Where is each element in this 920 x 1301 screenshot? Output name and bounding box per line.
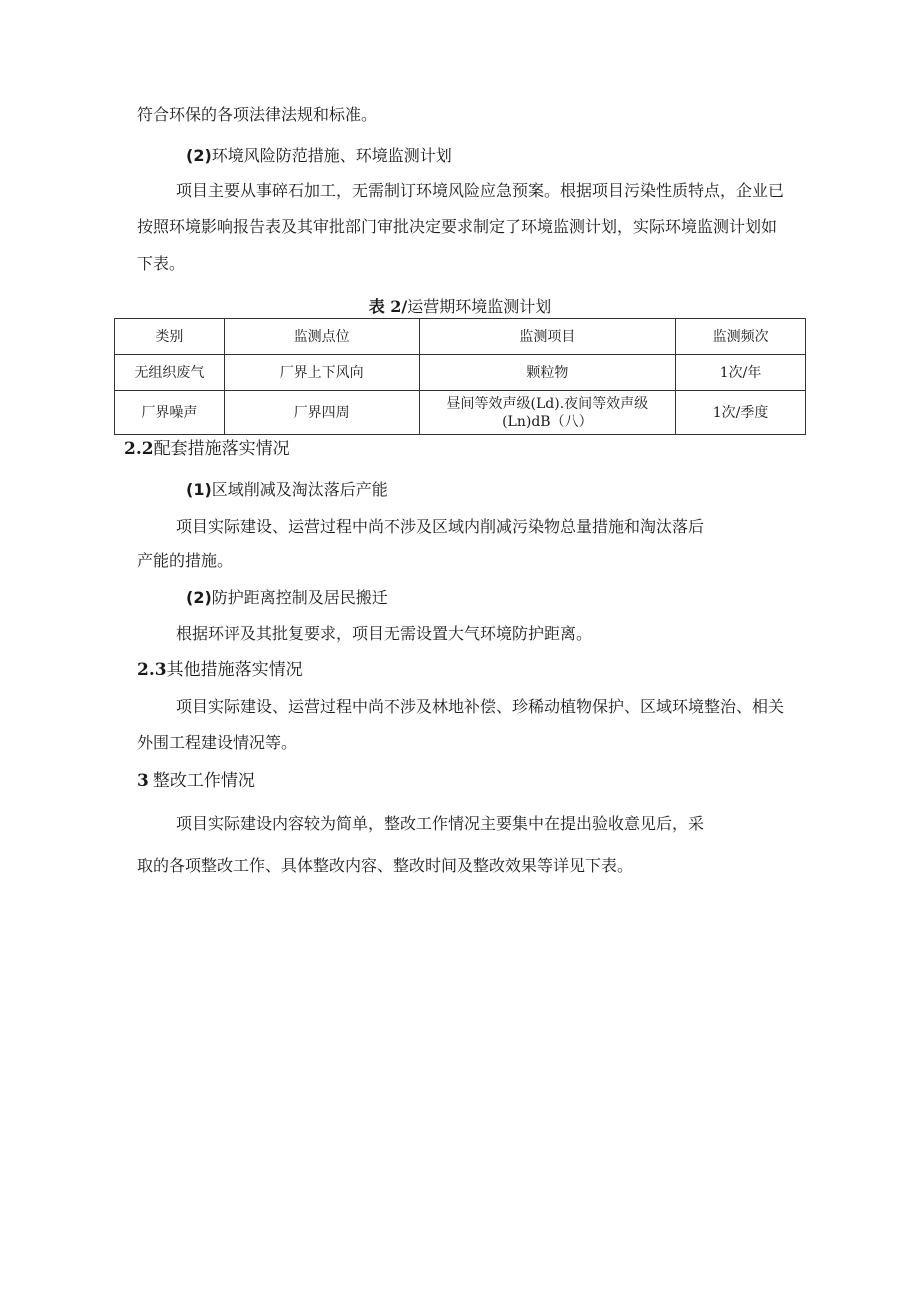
body-line: 下表。 [137, 254, 186, 273]
section-heading-2-3 [137, 659, 303, 681]
table-cell: 厂界四周 [224, 391, 419, 435]
paragraph-tail: 符合环保的各项法律法规和标准。 [137, 105, 378, 124]
table-cell: 颗粒物 [419, 355, 676, 391]
body-line: 外围工程建设情况等。 [137, 733, 298, 752]
body-line: 项目实际建设内容较为简单，整改工作情况主要集中在提出验收意见后，采 [176, 814, 705, 833]
table-row [115, 355, 806, 391]
subheading-text: 环境风险防范措施、环境监测计划 [211, 146, 452, 165]
subheading-capacity [186, 479, 388, 501]
body-line: 取的各项整改工作、具体整改内容、整改时间及整改效果等详见下表。 [137, 856, 634, 875]
header-cell: 监测点位 [224, 319, 419, 355]
header-cell: 类别 [115, 319, 225, 355]
header-cell: 监测频次 [676, 319, 806, 355]
table-cell: 1次/季度 [676, 391, 806, 435]
header-cell: 监测项目 [419, 319, 676, 355]
body-line: 根据环评及其批复要求，项目无需设置大气环境防护距离。 [176, 624, 593, 643]
body-line: 产能的措施。 [137, 551, 234, 570]
subheading-number: (2) [186, 588, 212, 607]
table-cell: 无组织废气 [115, 355, 225, 391]
caption-text: 运营期环境监测计划 [407, 297, 552, 316]
subheading-risk [186, 145, 452, 167]
table-cell: 厂界上下风向 [224, 355, 419, 391]
table-row [115, 391, 806, 435]
section-title: 配套措施落实情况 [153, 439, 290, 459]
section-title: 整改工作情况 [152, 771, 255, 791]
section-heading-3 [137, 770, 255, 792]
section-number: 2.2 [124, 439, 154, 459]
table-caption [0, 296, 920, 318]
body-line: 按照环境影响报告表及其审批部门审批决定要求制定了环境监测计划，实际环境监测计划如 [137, 217, 778, 236]
cell-line: (Ln)dB（八） [502, 413, 593, 430]
table-cell: 1次/年 [676, 355, 806, 391]
section-title: 其他措施落实情况 [166, 660, 303, 680]
subheading-text: 防护距离控制及居民搬迁 [211, 588, 388, 607]
caption-prefix: 表 2/ [368, 297, 408, 316]
table-cell-multiline [419, 391, 676, 435]
body-line: 项目主要从事碎石加工，无需制订环境风险应急预案。根据项目污染性质特点，企业已 [176, 181, 785, 200]
section-heading-2-2 [124, 438, 290, 460]
section-number: 2.3 [137, 660, 167, 680]
subheading-number: (2) [186, 146, 212, 165]
subheading-text: 区域削减及淘汰落后产能 [211, 480, 388, 499]
table-header-row [115, 319, 806, 355]
body-line: 项目实际建设、运营过程中尚不涉及林地补偿、珍稀动植物保护、区域环境整治、相关 [176, 697, 785, 716]
section-number: 3 [137, 771, 149, 791]
body-line: 项目实际建设、运营过程中尚不涉及区域内削减污染物总量措施和淘汰落后 [176, 517, 705, 536]
cell-line: 昼间等效声级(Ld).夜间等效声级 [446, 395, 649, 412]
subheading-distance [186, 587, 388, 609]
monitoring-plan-table [114, 318, 806, 435]
table-cell: 厂界噪声 [115, 391, 225, 435]
subheading-number: (1) [186, 480, 212, 499]
